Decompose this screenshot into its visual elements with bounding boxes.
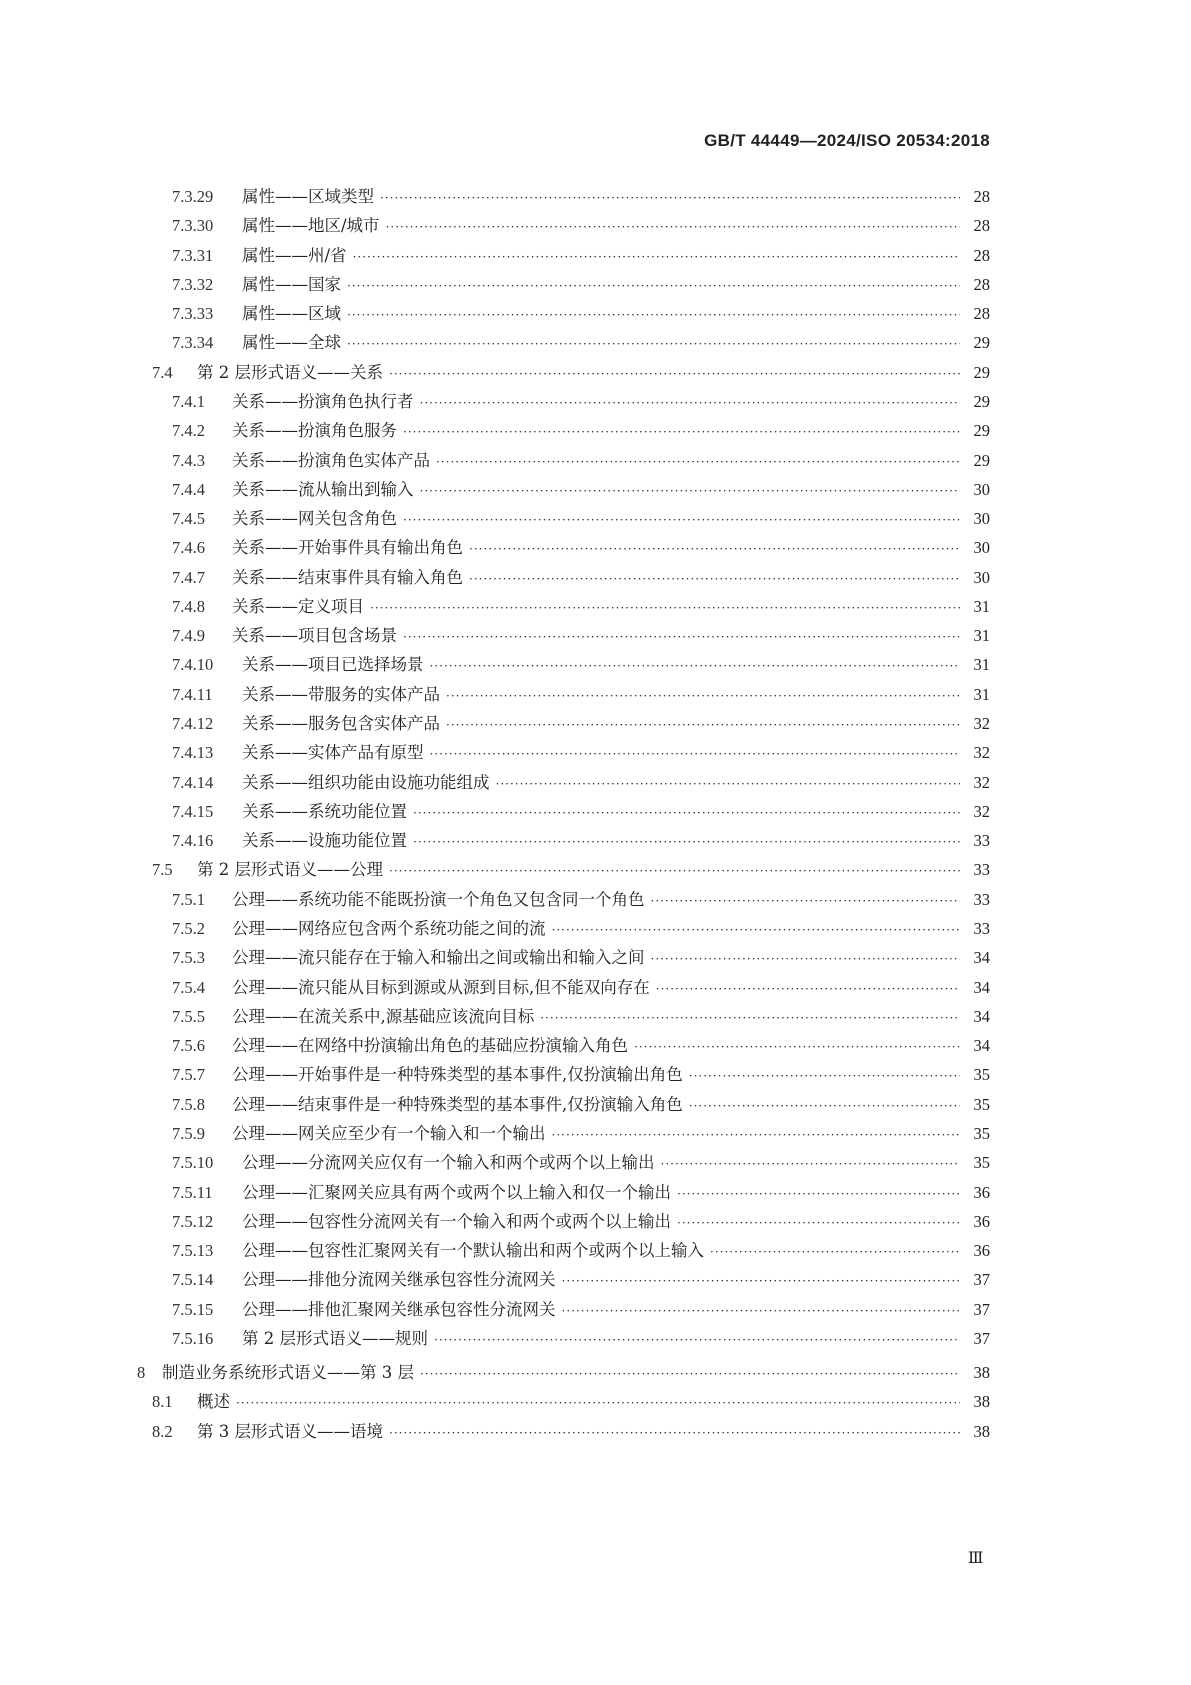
toc-entry-title: 关系——系统功能位置 <box>242 801 407 821</box>
toc-entry-title: 关系——服务包含实体产品 <box>242 714 440 734</box>
toc-entry-page: 38 <box>973 1421 990 1441</box>
toc-entry-number: 7.4.13 <box>172 743 214 763</box>
toc-entry-page: 29 <box>973 333 990 353</box>
dot-leader <box>413 835 960 849</box>
toc-entry-number: 7.3.32 <box>172 274 214 294</box>
toc-entry-page: 29 <box>973 421 990 441</box>
toc-entry-title: 公理——包容性分流网关有一个输入和两个或两个以上输出 <box>242 1211 671 1231</box>
dot-leader <box>710 1245 960 1259</box>
toc-entry-page: 34 <box>973 1036 990 1056</box>
dot-leader <box>347 308 960 322</box>
dot-leader <box>552 923 961 937</box>
dot-leader <box>436 455 960 469</box>
toc-entry-title: 公理——结束事件是一种特殊类型的基本事件,仅扮演输入角色 <box>232 1094 683 1114</box>
toc-entry-page: 31 <box>973 596 990 616</box>
toc-entry[interactable] <box>172 300 990 322</box>
toc-entry-number: 7.5.12 <box>172 1211 214 1231</box>
toc-entry[interactable] <box>172 1003 990 1025</box>
toc-entry-page: 34 <box>973 948 990 968</box>
dot-leader <box>469 572 960 586</box>
toc-entry-page: 38 <box>973 1363 990 1383</box>
toc-entry-number: 7.5.7 <box>172 1065 205 1085</box>
toc-entry-number: 7.4.2 <box>172 421 205 441</box>
toc-entry-page: 33 <box>973 919 990 938</box>
dot-leader <box>403 425 960 439</box>
toc-entry-number: 7.5.3 <box>172 948 205 968</box>
toc-entry-title: 公理——系统功能不能既扮演一个角色又包含同一个角色 <box>232 889 645 909</box>
dot-leader <box>540 1011 960 1025</box>
toc-entry-title: 关系——设施功能位置 <box>242 831 407 851</box>
dot-leader <box>236 1396 960 1410</box>
toc-entry-page: 34 <box>973 1006 990 1026</box>
dot-leader <box>562 1274 961 1288</box>
toc-entry[interactable] <box>172 447 990 469</box>
dot-leader <box>403 630 960 644</box>
toc-entry-number: 7.4.4 <box>172 479 205 499</box>
toc-entry-title: 属性——全球 <box>242 333 341 353</box>
toc-entry-title: 关系——组织功能由设施功能组成 <box>242 772 490 792</box>
toc-entry[interactable] <box>172 476 990 498</box>
toc-entry-title: 公理——排他分流网关继承包容性分流网关 <box>242 1270 556 1290</box>
dot-leader <box>469 542 960 556</box>
toc-entry-number: 7.5.8 <box>172 1094 205 1114</box>
dot-leader <box>430 659 961 673</box>
toc-entry-title: 关系——定义项目 <box>232 596 364 616</box>
toc-entry[interactable] <box>172 798 990 820</box>
toc-entry-page: 29 <box>973 450 990 470</box>
toc-entry[interactable] <box>172 769 990 791</box>
dot-leader <box>661 1157 961 1171</box>
toc-entry-page: 34 <box>973 977 990 997</box>
toc-entry[interactable] <box>172 505 990 527</box>
toc-entry-title: 属性——国家 <box>242 274 341 294</box>
toc-entry-page: 31 <box>973 684 990 704</box>
toc-entry-title: 关系——实体产品有原型 <box>242 743 424 763</box>
dot-leader <box>420 484 961 498</box>
dot-leader <box>413 806 960 820</box>
toc-entry[interactable] <box>172 710 990 732</box>
toc-entry-number: 7.3.33 <box>172 304 214 324</box>
toc-entry-page: 36 <box>973 1182 990 1202</box>
toc-entry-number: 7.5.14 <box>172 1270 214 1290</box>
toc-entry[interactable] <box>172 388 990 410</box>
toc-entry-number: 7.5 <box>152 860 173 880</box>
toc-entry-page: 30 <box>973 479 990 499</box>
dot-leader <box>420 1367 960 1381</box>
toc-entry-number: 7.4.9 <box>172 626 205 646</box>
toc-entry[interactable] <box>172 417 990 439</box>
dot-leader <box>689 1099 960 1113</box>
toc-entry[interactable] <box>172 1120 990 1142</box>
toc-entry-title: 属性——区域类型 <box>242 187 374 206</box>
toc-entry-page: 29 <box>973 362 990 382</box>
toc-entry-number: 8.2 <box>152 1421 173 1441</box>
toc-entry-title: 关系——扮演角色实体产品 <box>232 450 430 470</box>
page-number: Ⅲ <box>968 1548 984 1567</box>
toc-entry-title: 概述 <box>197 1392 230 1412</box>
toc-entry-title: 属性——地区/城市 <box>242 216 380 236</box>
toc-entry-number: 7.4.12 <box>172 714 214 734</box>
toc-entry-page: 35 <box>973 1065 990 1085</box>
toc-entry-page: 35 <box>973 1153 990 1173</box>
toc-entry-number: 7.5.4 <box>172 977 205 997</box>
toc-entry-title: 公理——排他汇聚网关继承包容性分流网关 <box>242 1299 556 1319</box>
toc-entry[interactable] <box>172 183 990 205</box>
dot-leader <box>389 864 960 878</box>
dot-leader <box>420 396 961 410</box>
toc-entry-page: 30 <box>973 567 990 587</box>
toc-entry-number: 7.4.16 <box>172 831 214 851</box>
toc-entry-title: 公理——网关应至少有一个输入和一个输出 <box>232 1123 546 1143</box>
toc-entry-title: 公理——汇聚网关应具有两个或两个以上输入和仅一个输出 <box>242 1182 671 1202</box>
toc-entry[interactable] <box>172 651 990 673</box>
toc-entry[interactable] <box>172 1208 990 1230</box>
dot-leader <box>689 1069 960 1083</box>
toc-entry-number: 7.4.6 <box>172 538 205 558</box>
dot-leader <box>677 1216 960 1230</box>
toc-entry-page: 28 <box>973 304 990 324</box>
toc-entry-title: 公理——开始事件是一种特殊类型的基本事件,仅扮演输出角色 <box>232 1065 683 1085</box>
toc-entry[interactable] <box>172 564 990 586</box>
toc-entry[interactable] <box>172 1296 990 1318</box>
dot-leader <box>496 777 961 791</box>
dot-leader <box>634 1040 960 1054</box>
toc-entry-page: 38 <box>973 1392 990 1412</box>
dot-leader <box>403 513 960 527</box>
dot-leader <box>651 952 961 966</box>
toc-entry-page: 28 <box>973 216 990 236</box>
toc-entry-number: 7.4.8 <box>172 596 205 616</box>
toc-entry-number: 7.5.15 <box>172 1299 214 1319</box>
toc-entry-number: 7.4.1 <box>172 391 205 411</box>
toc-entry-page: 28 <box>973 245 990 265</box>
toc-entry-page: 36 <box>973 1241 990 1261</box>
toc-entry-page: 33 <box>973 831 990 851</box>
toc-entry[interactable] <box>172 739 990 761</box>
toc-entry-title: 公理——流只能存在于输入和输出之间或输出和输入之间 <box>232 948 645 968</box>
toc-entry-number: 7.3.30 <box>172 216 214 236</box>
toc-entry-page: 31 <box>973 626 990 646</box>
toc-entry[interactable] <box>172 974 990 996</box>
toc-entry-title: 公理——在网络中扮演输出角色的基础应扮演输入角色 <box>232 1036 628 1056</box>
toc-entry-number: 7.5.13 <box>172 1241 214 1261</box>
dot-leader <box>656 982 960 996</box>
toc-entry-page: 33 <box>973 860 990 880</box>
toc-entry-number: 7.5.2 <box>172 919 205 938</box>
toc-entry[interactable] <box>172 271 990 293</box>
toc-entry[interactable] <box>172 622 990 644</box>
toc-entry-title: 公理——流只能从目标到源或从源到目标,但不能双向存在 <box>232 977 650 997</box>
toc-entry-page: 30 <box>973 509 990 529</box>
toc-entry[interactable] <box>172 1237 990 1259</box>
toc-entry-page: 28 <box>973 274 990 294</box>
toc-entry-number: 7.5.6 <box>172 1036 205 1056</box>
toc-entry-title: 属性——州/省 <box>242 245 347 265</box>
dot-leader <box>562 1304 961 1318</box>
toc-entry-page: 32 <box>973 714 990 734</box>
toc-entry[interactable] <box>172 534 990 556</box>
toc-entry-number: 7.5.16 <box>172 1328 214 1348</box>
toc-entry-title: 属性——区域 <box>242 304 341 324</box>
toc-entry[interactable] <box>172 1179 990 1201</box>
toc-entry-page: 33 <box>973 889 990 909</box>
toc-entry-title: 第 2 层形式语义——规则 <box>242 1328 428 1348</box>
toc-entry-page: 35 <box>973 1094 990 1114</box>
toc-entry-title: 公理——分流网关应仅有一个输入和两个或两个以上输出 <box>242 1153 655 1173</box>
toc-entry-page: 36 <box>973 1211 990 1231</box>
toc-entry[interactable] <box>172 1061 990 1083</box>
toc-entry[interactable] <box>172 915 990 937</box>
toc-entry-title: 第 3 层形式语义——语境 <box>197 1421 383 1441</box>
toc-entry-title: 公理——包容性汇聚网关有一个默认输出和两个或两个以上输入 <box>242 1241 704 1261</box>
toc-entry-page: 31 <box>973 655 990 675</box>
toc-entry-number: 7.3.34 <box>172 333 214 353</box>
toc-entry-number: 7.4.10 <box>172 655 214 675</box>
dot-leader <box>386 220 960 234</box>
toc-entry-title: 公理——网络应包含两个系统功能之间的流 <box>232 919 546 938</box>
toc-entry[interactable] <box>152 856 990 878</box>
toc-entry-page: 29 <box>973 391 990 411</box>
toc-entry-number: 7.4.14 <box>172 772 214 792</box>
toc-entry-number: 8 <box>137 1363 146 1383</box>
toc-entry-number: 7.5.1 <box>172 889 205 909</box>
toc-entry-title: 关系——网关包含角色 <box>232 509 397 529</box>
toc-entry-page: 37 <box>973 1299 990 1319</box>
dot-leader <box>389 1426 960 1440</box>
toc-entry-title: 第 2 层形式语义——公理 <box>197 860 383 880</box>
dot-leader <box>353 250 960 264</box>
toc-entry-number: 7.4.3 <box>172 450 205 470</box>
toc-entry[interactable] <box>172 1266 990 1288</box>
toc-entry-number: 7.3.29 <box>172 187 214 206</box>
dot-leader <box>446 718 960 732</box>
toc-entry-page: 35 <box>973 1123 990 1143</box>
dot-leader <box>430 747 961 761</box>
toc-entry[interactable] <box>172 681 990 703</box>
toc-entry-page: 37 <box>973 1270 990 1290</box>
toc-entry[interactable] <box>172 944 990 966</box>
toc-entry[interactable] <box>172 1325 990 1347</box>
toc-entry-page: 32 <box>973 743 990 763</box>
toc-entry-title: 关系——扮演角色执行者 <box>232 391 414 411</box>
toc-entry-title: 关系——开始事件具有输出角色 <box>232 538 463 558</box>
toc-entry-page: 32 <box>973 801 990 821</box>
toc-entry-number: 7.5.11 <box>172 1182 213 1202</box>
dot-leader <box>434 1333 960 1347</box>
dot-leader <box>380 191 960 205</box>
dot-leader <box>347 279 960 293</box>
toc-entry[interactable] <box>172 212 990 234</box>
dot-leader <box>651 894 961 908</box>
standard-code-header: GB/T 44449—2024/ISO 20534:2018 <box>704 131 990 150</box>
toc-entry-title: 关系——结束事件具有输入角色 <box>232 567 463 587</box>
toc-entry-page: 28 <box>973 187 990 206</box>
dot-leader <box>389 367 960 381</box>
toc-entry-number: 7.4.11 <box>172 684 213 704</box>
toc-entry[interactable] <box>152 1418 990 1440</box>
toc-entry-title: 关系——带服务的实体产品 <box>242 684 440 704</box>
toc-entry-number: 7.4 <box>152 362 173 382</box>
toc-entry[interactable] <box>172 242 990 264</box>
toc-entry-title: 关系——流从输出到输入 <box>232 479 414 499</box>
toc-entry-number: 7.5.10 <box>172 1153 214 1173</box>
toc-entry[interactable] <box>152 359 990 381</box>
dot-leader <box>552 1128 961 1142</box>
toc-entry[interactable] <box>152 1388 990 1410</box>
dot-leader <box>347 337 960 351</box>
toc-entry-title: 关系——扮演角色服务 <box>232 421 397 441</box>
toc-entry-number: 7.4.15 <box>172 801 214 821</box>
toc-entry-title: 制造业务系统形式语义——第 3 层 <box>162 1363 414 1383</box>
toc-entry-number: 7.4.5 <box>172 509 205 529</box>
dot-leader <box>446 689 960 703</box>
toc-entry[interactable] <box>172 1149 990 1171</box>
toc-entry-title: 关系——项目包含场景 <box>232 626 397 646</box>
toc-entry-page: 37 <box>973 1328 990 1348</box>
toc-entry-number: 7.5.9 <box>172 1123 205 1143</box>
toc-entry[interactable] <box>172 827 990 849</box>
toc-entry[interactable] <box>172 593 990 615</box>
toc-entry-title: 第 2 层形式语义——关系 <box>197 362 383 382</box>
toc-entry-title: 公理——在流关系中,源基础应该流向目标 <box>232 1006 535 1026</box>
toc-entry[interactable] <box>172 1032 990 1054</box>
dot-leader <box>677 1187 960 1201</box>
toc-entry[interactable] <box>172 886 990 908</box>
toc-entry[interactable] <box>137 1359 990 1381</box>
toc-entry[interactable] <box>172 329 990 351</box>
toc-entry-page: 32 <box>973 772 990 792</box>
dot-leader <box>370 601 960 615</box>
toc-entry[interactable] <box>172 1091 990 1113</box>
toc-entry-number: 7.5.5 <box>172 1006 205 1026</box>
toc-entry-number: 7.3.31 <box>172 245 214 265</box>
toc-entry-page: 30 <box>973 538 990 558</box>
toc-entry-number: 7.4.7 <box>172 567 205 587</box>
toc-entry-number: 8.1 <box>152 1392 173 1412</box>
toc-entry-title: 关系——项目已选择场景 <box>242 655 424 675</box>
